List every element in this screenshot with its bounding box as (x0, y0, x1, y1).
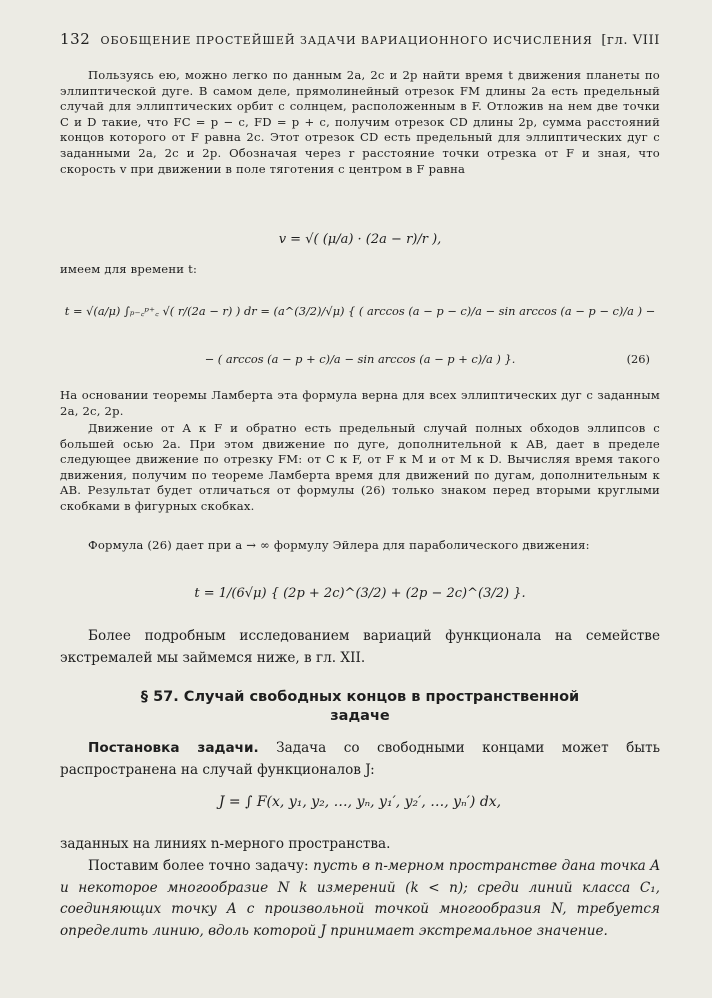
section-paragraph-2-block (60, 834, 660, 856)
section-paragraph-3 (60, 856, 660, 942)
paragraph-6: Более подробным исследованием вариаций функционала на семействе экстремалей мы займемся ниже, в гл. XII. (60, 628, 660, 666)
functional-formula: J = ∫ F(x, y₁, y₂, …, yₙ, y₁′, y₂′, …, yₙ′) dx, (218, 794, 502, 810)
paragraph-3-block (60, 388, 660, 419)
section-title-line-2: задаче (330, 708, 390, 724)
paragraph-1-block (60, 68, 660, 177)
paragraph-3: На основании теоремы Ламберта эта формула верна для всех эллиптических дуг с заданным 2a, 2c, 2p. (60, 388, 660, 418)
section-title-line-1: § 57. Случай свободных концов в пространственной (140, 689, 580, 705)
time-formula-line-2 (60, 352, 660, 366)
running-header (60, 30, 660, 48)
section-paragraph-2: заданных на линиях n-мерного пространства. (60, 836, 391, 852)
euler-formula: t = 1/(6√μ) { (2p + 2c)^(3/2) + (2p − 2c)^(3/2) }. (194, 586, 526, 601)
chapter-ref: [гл. VIII (601, 33, 660, 48)
section-paragraph-3-statement: пусть в n-мерном пространстве дана точка A и некоторое многообразие N k измерений (k < n); среди линий класса C₁, соединяющих точку A с произвольной точкой многообразия N, требуется определить линию, вдоль которой J принимает экстремальное значение. (60, 858, 661, 939)
paragraph-4-block (60, 421, 660, 515)
paragraph-6-block (60, 626, 660, 669)
section-title (60, 688, 660, 726)
page-number: 132 (60, 30, 91, 48)
section-paragraph-1-text: Задача со свободными концами может быть распространена на случай функционалов J: (60, 740, 660, 778)
section-paragraph-1-block (60, 738, 660, 781)
paragraph-2-block (60, 262, 660, 278)
paragraph-5-block (60, 538, 660, 554)
paragraph-2: имеем для времени t: (60, 262, 198, 276)
time-formula-line-2-text: − ( arccos (a − p + c)/a − sin arccos (a − p + c)/a ) }. (204, 352, 516, 366)
velocity-formula: v = √( (μ/a) · (2a − r)/r ), (278, 232, 442, 247)
running-title: ОБОБЩЕНИЕ ПРОСТЕЙШЕЙ ЗАДАЧИ ВАРИАЦИОННОГО ИСЧИСЛЕНИЯ (100, 34, 593, 47)
paragraph-5: Формула (26) дает при a → ∞ формулу Эйлера для параболического движения: (88, 538, 590, 552)
time-formula-line-1: t = √(a/μ) ∫ₚ₋꜀ᵖ⁺꜀ √( r/(2a − r) ) dr = (a^(3/2)/√μ) { ( arccos (a − p − c)/a − sin arccos (a − p − c)/a ) − (64, 304, 656, 318)
paragraph-1: Пользуясь ею, можно легко по данным 2a, 2c и 2p найти время t движения планеты по эллиптической дуге. В самом деле, прямолинейный отрезок FM длины 2a есть предельный случай для эллиптических орбит с солнцем, расположенным в F. Отложив на нем две точки C и D такие, что FC = p − c, FD = p + c, получим отрезок CD длины 2p, сумма расстояний концов которого от F равна 2c. Этот отрезок CD есть предельный для эллиптических дуг с заданными 2a, 2c и 2p. Обозначая через r расстояние точки отрезка от F и зная, что скорость v при движении в поле тяготения с центром в F равна (60, 68, 660, 176)
section-paragraph-1 (60, 738, 660, 781)
section-paragraph-3-block (60, 856, 660, 942)
equation-number: (26) (626, 352, 650, 366)
paragraph-4: Движение от A к F и обратно есть предельный случай полных обходов эллипсов с большей осью 2a. При этом движение по дуге, дополнительной к AB, дает в пределе следующее движение по отрезку FM: от C к F, от F к M и от M к D. Вычисляя время такого движения, получим по теореме Ламберта время для движений по дугам, дополнительным к AB. Результат будет отличаться от формулы (26) только знаком перед вторыми круглыми скобками в фигурных скобках. (60, 421, 660, 513)
runin-heading: Постановка задачи. (88, 740, 259, 756)
section-paragraph-3-lead: Поставим более точно задачу: (88, 858, 314, 874)
